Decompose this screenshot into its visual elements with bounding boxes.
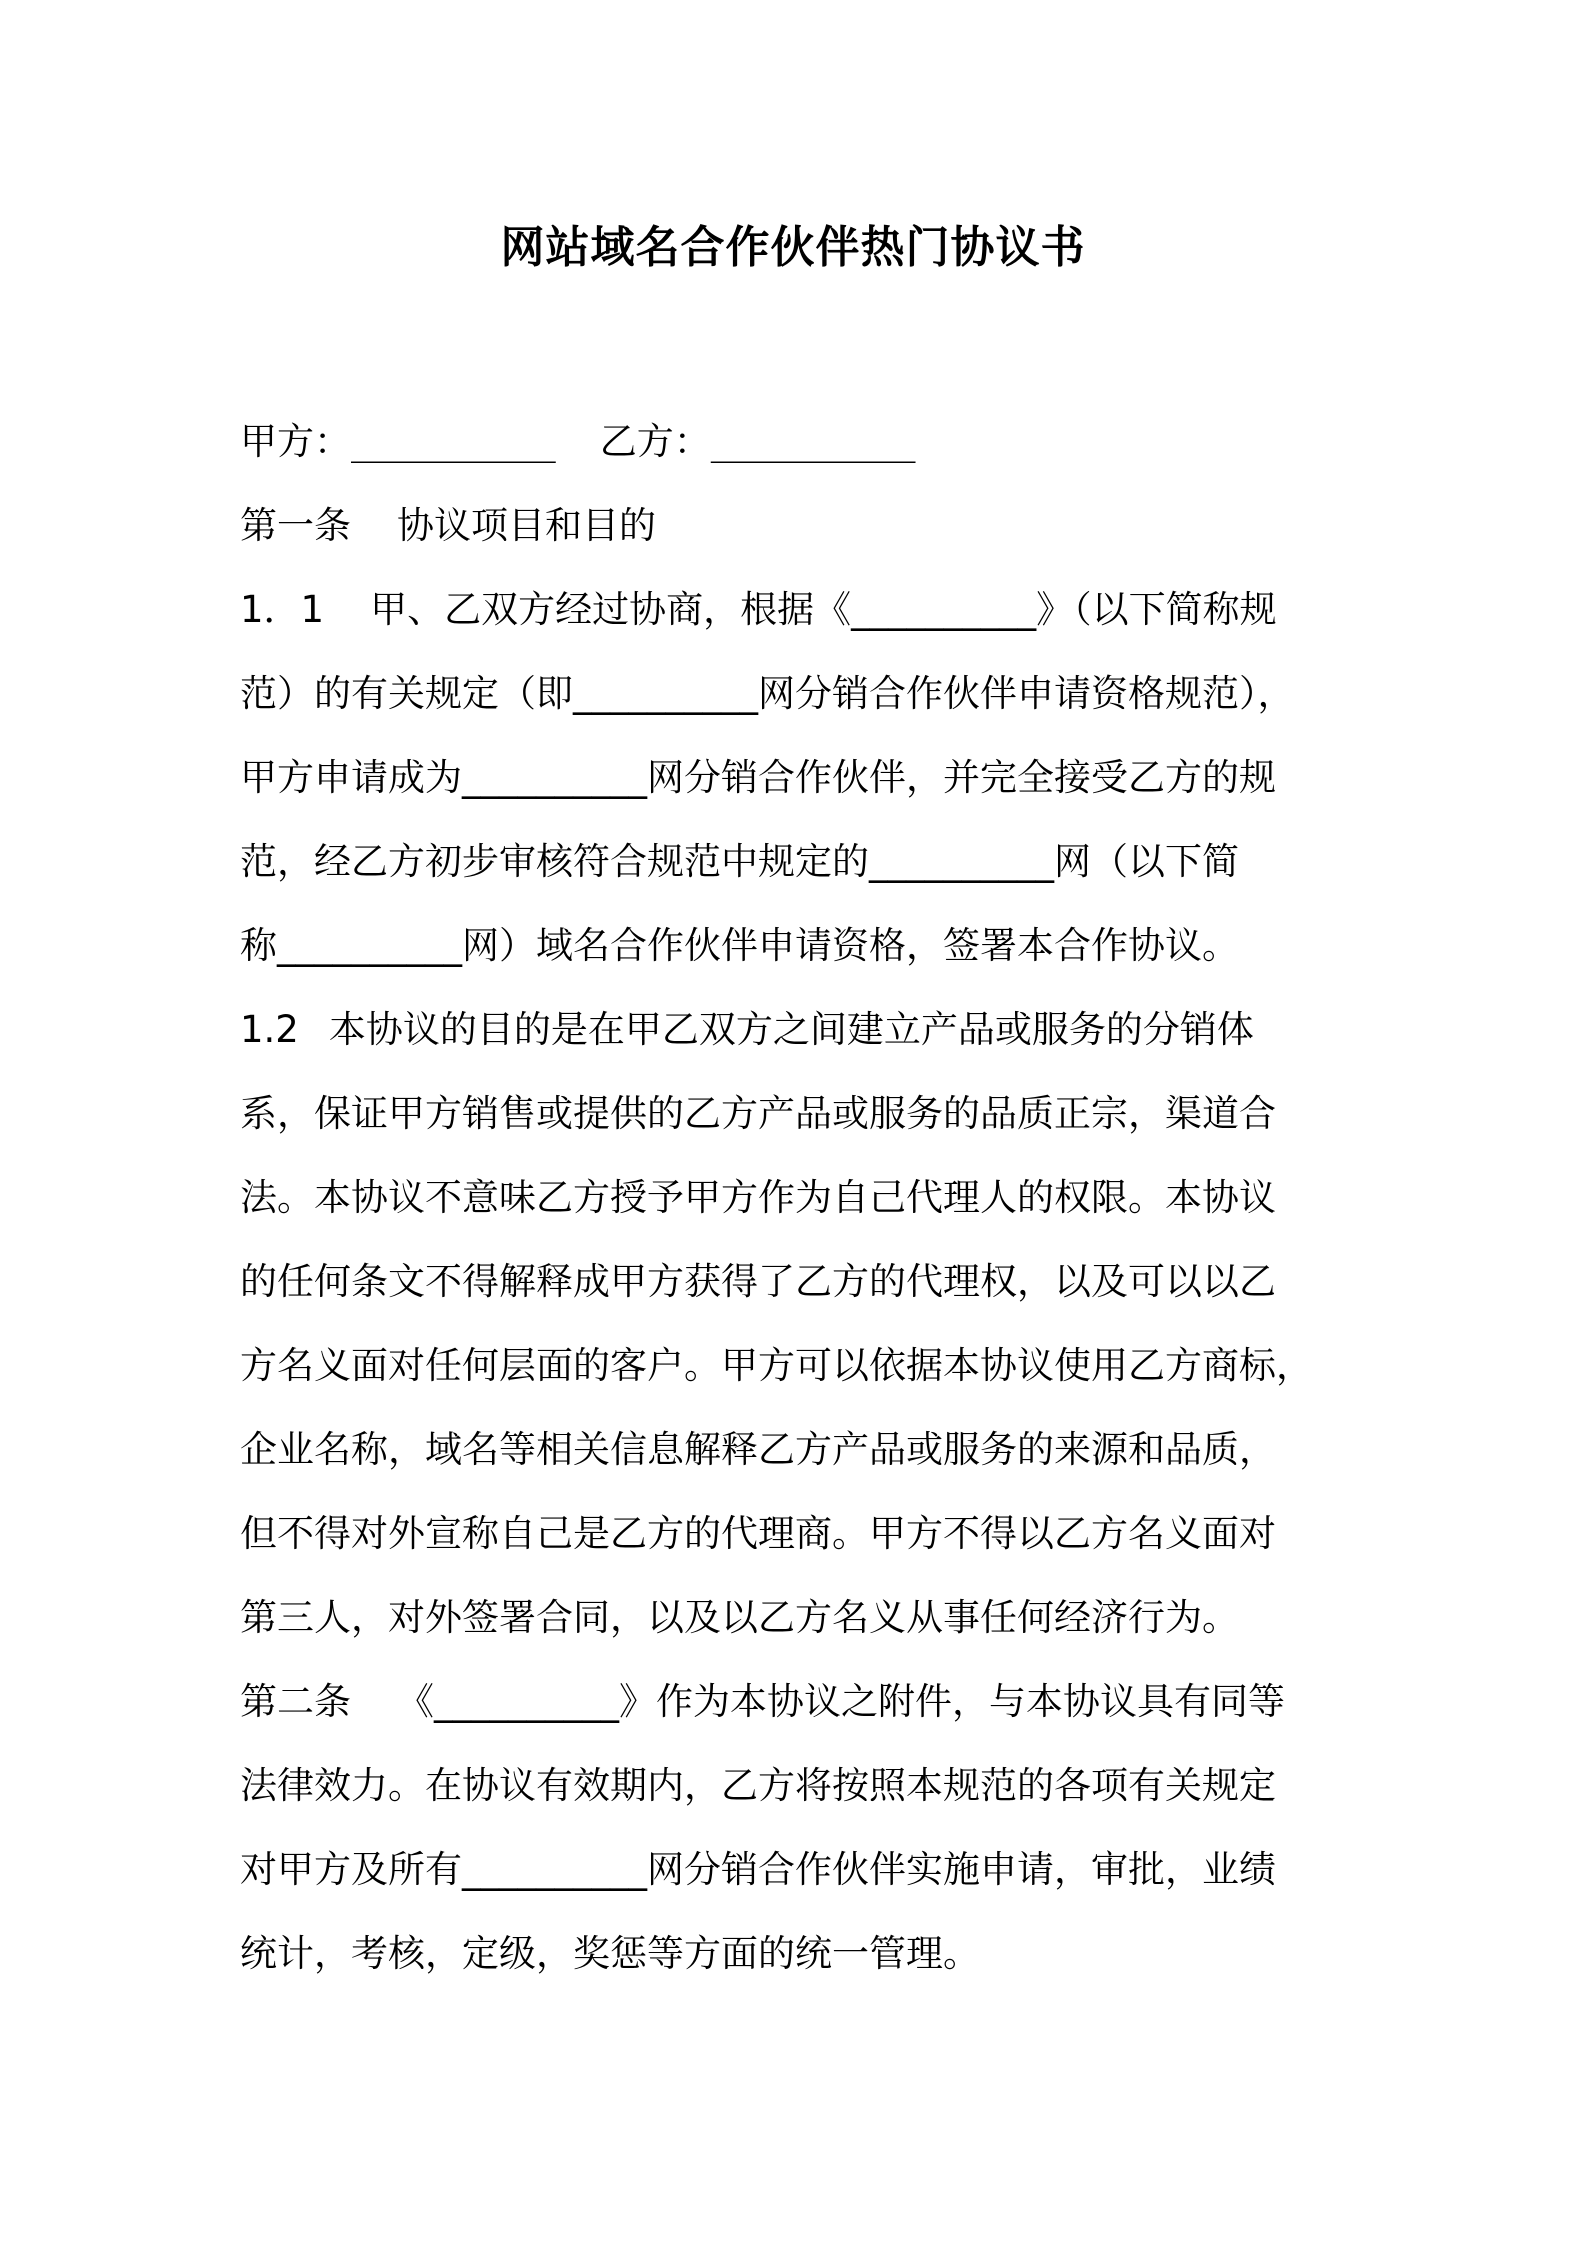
party-a-label: 甲方：: [240, 420, 351, 463]
clause-text: 本协议的目的是在甲乙双方之间建立产品或服务的分销体: [328, 1008, 1254, 1051]
party-a-blank: __________: [351, 420, 554, 463]
clause-text: 甲、乙双方经过协商，根据《__________》（以下简称规: [370, 588, 1277, 631]
document-title: 网站域名合作伙伴热门协议书: [500, 222, 1086, 273]
text-line: 范，经乙方初步审核符合规范中规定的__________网（以下简: [240, 840, 1239, 883]
text-line: 范）的有关规定（即__________网分销合作伙伴申请资格规范），: [240, 672, 1295, 715]
document-body: [240, 400, 1370, 1996]
parties-line: [240, 400, 1370, 484]
text-line: 方名义面对任何层面的客户。甲方可以依据本协议使用乙方商标，: [240, 1344, 1313, 1387]
clause-1-1-line: [240, 568, 1370, 652]
article-number: 第一条: [240, 504, 351, 547]
clause-number: 1.2: [240, 1008, 299, 1051]
party-b-blank: __________: [710, 420, 914, 463]
clause-number: 1．1: [240, 588, 325, 631]
text-line: 第三人，对外签署合同，以及以乙方名义从事任何经济行为。: [240, 1596, 1239, 1639]
text-line: 对甲方及所有__________网分销合作伙伴实施申请，审批，业绩: [240, 1848, 1276, 1891]
text-line: 系，保证甲方销售或提供的乙方产品或服务的品质正宗，渠道合: [240, 1092, 1276, 1135]
article-text: 《__________》作为本协议之附件，与本协议具有同等: [397, 1680, 1285, 1723]
article-1-heading: [240, 484, 1370, 568]
party-b-label: 乙方：: [599, 420, 711, 463]
text-line: 法。本协议不意味乙方授予甲方作为自己代理人的权限。本协议: [240, 1176, 1276, 1219]
article-2-line: [240, 1660, 1370, 1744]
clause-1-2-line: [240, 988, 1370, 1072]
article-number: 第二条: [240, 1680, 351, 1723]
text-line: 甲方申请成为__________网分销合作伙伴，并完全接受乙方的规: [240, 756, 1276, 799]
text-line: 的任何条文不得解释成甲方获得了乙方的代理权，以及可以以乙: [240, 1260, 1276, 1303]
text-line: 企业名称，域名等相关信息解释乙方产品或服务的来源和品质，: [240, 1428, 1276, 1471]
text-line: 统计，考核，定级，奖惩等方面的统一管理。: [240, 1932, 980, 1975]
article-title: 协议项目和目的: [397, 504, 656, 547]
text-line: 但不得对外宣称自己是乙方的代理商。甲方不得以乙方名义面对: [240, 1512, 1276, 1555]
text-line: 法律效力。在协议有效期内，乙方将按照本规范的各项有关规定: [240, 1764, 1276, 1807]
text-line: 称__________网）域名合作伙伴申请资格，签署本合作协议。: [240, 924, 1239, 967]
